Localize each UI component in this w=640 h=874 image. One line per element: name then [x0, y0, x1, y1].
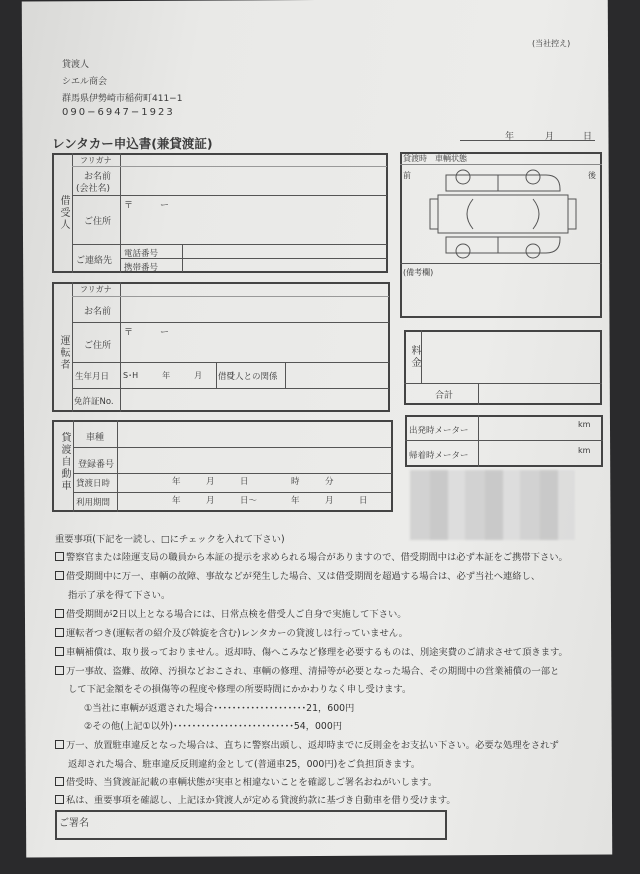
checkbox[interactable]	[55, 552, 64, 561]
driver-birth-fields[interactable]: S･H 年 月 日	[123, 371, 235, 380]
fee-box	[404, 330, 602, 405]
condition-rear: 後	[588, 171, 596, 180]
note-line: 私は、重要事項を確認し、上記ほか貸渡人が定める貸渡約款に基づき自動車を借り受けます。	[66, 795, 456, 806]
vehicle-label: 貸渡自動車	[59, 432, 70, 492]
date-month: 月	[545, 132, 555, 142]
notes-heading: 重要事項(下記を一読し、□にチェックを入れて下さい)	[55, 534, 285, 545]
vehicle-model-label: 車種	[86, 433, 105, 443]
checkbox[interactable]	[55, 609, 64, 618]
checkbox[interactable]	[55, 777, 64, 786]
date-year: 年	[505, 132, 515, 142]
date-underline	[460, 140, 595, 141]
note-line: 借受期間中に万一、車輌の故障、事故などが発生した場合、又は借受期間を超過する場合は、必ず当社へ連絡し、	[66, 571, 541, 582]
fee-label: 料金	[409, 345, 420, 369]
borrower-contact-label: ご連絡先	[76, 256, 113, 266]
driver-license-label: 免許証No.	[74, 397, 114, 407]
redacted-stamp	[410, 470, 575, 540]
signature-box[interactable]	[55, 810, 447, 840]
signature-label: ご署名	[59, 818, 89, 829]
borrower-label: 借受人	[58, 195, 69, 231]
note-line: 借受期間が2日以上となる場合には、日常点検を借受人ご自身で実施して下さい。	[66, 609, 407, 620]
vehicle-registration-label: 登録番号	[78, 460, 115, 470]
checkbox[interactable]	[55, 571, 64, 580]
checkbox[interactable]	[55, 740, 64, 749]
driver-name-label: お名前	[84, 307, 112, 317]
borrower-phone-label: 電話番号	[124, 249, 159, 259]
rental-period-fields[interactable]: 年 月 日〜 年 月 日	[172, 496, 368, 506]
car-diagram-icon	[428, 167, 578, 259]
condition-title: 貸渡時 車輌状態	[403, 154, 467, 163]
note-line: 運転者つき(運転者の紹介及び斡旋を含む)レンタカーの貸渡しは行っていません。	[66, 628, 408, 639]
driver-birth-label: 生年月日	[75, 372, 110, 382]
note-line: 警察官または陸運支局の職員から本証の提示を求められる場合がありますので、借受期間中は必ず本証をご携帯下さい。	[66, 552, 568, 563]
lender-name: シエル商会	[62, 77, 108, 87]
note-line: して下記金額をその損傷等の程度や修理の所要時間にかかわりなく申し受けます。	[68, 684, 412, 695]
condition-front: 前	[403, 171, 411, 180]
checkbox[interactable]	[55, 795, 64, 804]
rental-datetime-fields[interactable]: 年 月 日 時 分	[172, 477, 334, 487]
driver-label: 運転者	[58, 335, 69, 371]
driver-postal[interactable]: 〒 ー	[124, 328, 170, 338]
form-title: レンタカー申込書(兼貸渡証)	[52, 136, 213, 151]
borrower-name-label: お名前	[84, 172, 112, 182]
return-km-unit: km	[578, 446, 591, 455]
fee-item-returned: ①当社に車輌が返還された場合････････････････････21，600円	[84, 703, 355, 714]
departure-km-unit: km	[578, 420, 591, 429]
departure-meter-label: 出発時メーター	[409, 426, 469, 436]
copy-label: (当社控え)	[532, 39, 571, 48]
checkbox[interactable]	[55, 647, 64, 656]
note-line: 万一、放置駐車違反となった場合は、直ちに警察出頭し、返却時までに反則金をお支払い下さい。必要な処理をされず	[66, 740, 559, 751]
borrower-company-label: (会社名)	[76, 184, 111, 194]
checkbox[interactable]	[55, 666, 64, 675]
note-line: 指示了承を得て下さい。	[68, 590, 171, 601]
borrower-postal[interactable]: 〒 ー	[124, 201, 170, 211]
fee-item-other: ②その他(上記①以外)･･････････････････････････54，000円	[84, 721, 343, 732]
date-day: 日	[583, 132, 593, 142]
lender-address: 群馬県伊勢崎市稲荷町411−1	[62, 94, 183, 104]
driver-address-label: ご住所	[84, 341, 112, 351]
driver-relation-label: 借受人との関係	[218, 372, 278, 382]
return-meter-label: 帰着時メーター	[409, 451, 469, 461]
lender-phone: 090−6947−1923	[62, 107, 175, 118]
condition-remarks: (備考欄)	[403, 268, 434, 277]
lender-label: 貸渡人	[62, 60, 90, 70]
borrower-mobile-label: 携帯番号	[124, 263, 159, 273]
borrower-address-label: ご住所	[84, 217, 112, 227]
note-line: 万一事故、盗難、故障、汚損などおこされ、車輌の修理、清掃等が必要となった場合、その期間中の営業補償の一部と	[66, 666, 560, 677]
rental-period-label: 利用期間	[76, 498, 111, 508]
borrower-furigana-label: フリガナ	[80, 156, 112, 165]
note-line: 借受時、当貸渡証記載の車輌状態が実車と相違ないことを確認しご署名おねがいします。	[66, 777, 438, 788]
checkbox[interactable]	[55, 628, 64, 637]
driver-furigana-label: フリガナ	[80, 285, 112, 294]
rental-datetime-label: 貸渡日時	[76, 479, 111, 489]
note-line: 車輌補償は、取り扱っておりません。返却時、傷へこみなど修理を必要するものは、別途実費のご請求させて頂きます。	[66, 647, 568, 658]
note-line: 返却された場合、駐車違反反則違約金として(普通車25，000円)をご負担頂きます。	[68, 759, 421, 770]
fee-total-label: 合計	[435, 391, 454, 401]
